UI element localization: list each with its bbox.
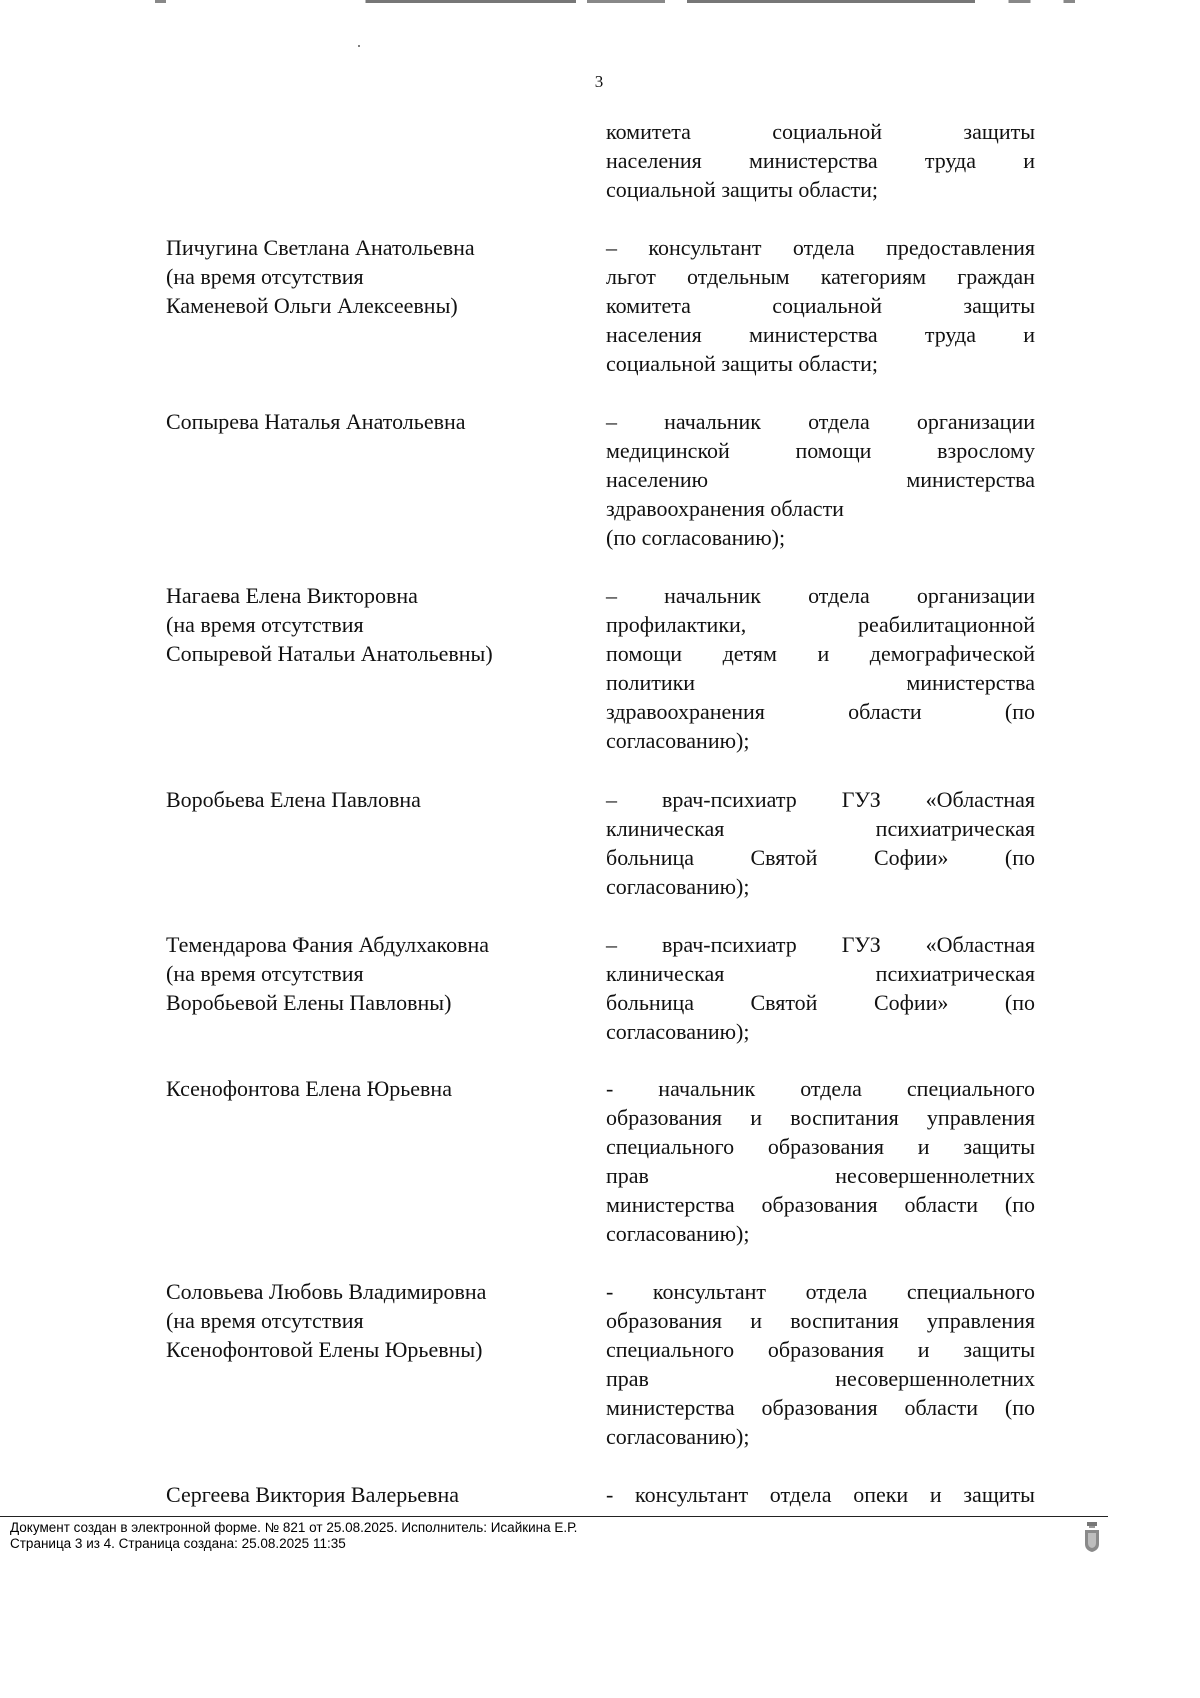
member-name-line: Ксенофонтова Елена Юрьевна [166,1076,452,1101]
member-name-line: (на время отсутствия [166,961,364,986]
member-position-line: социальной защиты области; [606,351,879,376]
member-name [166,1480,556,1509]
member-name-line: Темендарова Фания Абдулхаковна [166,932,490,957]
member-position-line: профилактики, реабилитационной [606,612,1035,637]
member-position-line: льгот отдельным категориям граждан [606,264,1035,289]
member-position [606,581,1035,755]
member-name-line: (на время отсутствия [166,612,364,637]
footer-divider [0,1516,1108,1517]
member-position-line: прав несовершеннолетних [606,1366,1035,1391]
member-position-line: согласованию); [606,1019,750,1044]
member-position [606,785,1035,901]
footer-line-1: Документ создан в электронной форме. № 821 от 25.08.2025. Исполнитель: Исайкина Е.Р. [10,1520,578,1535]
member-position-line: - консультант отдела специального [606,1279,1035,1304]
member-position [606,1277,1035,1451]
member-name-line: Пичугина Светлана Анатольевна [166,235,475,260]
member-name-line: Соловьева Любовь Владимировна [166,1279,487,1304]
member-position-line: политики министерства [606,670,1035,695]
member-name-line: Ксенофонтовой Елены Юрьевны) [166,1337,483,1362]
member-position-line: клиническая психиатрическая [606,816,1035,841]
member-position-line: населению министерства [606,467,1035,492]
member-position [606,930,1035,1046]
member-position-line: прав несовершеннолетних [606,1163,1035,1188]
member-position-line: (по согласованию); [606,525,786,550]
member-name [166,581,556,668]
member-name-line: Воробьева Елена Павловна [166,787,421,812]
member-position-line: - начальник отдела специального [606,1076,1035,1101]
member-name-line: Сопыревой Натальи Анатольевны) [166,641,493,666]
member-position-line: комитета социальной защиты [606,293,1035,318]
member-name [166,785,556,814]
scan-edge-artifact [0,0,1108,3]
member-position [606,407,1035,552]
member-position-line: здравоохранения области (по [606,699,1035,724]
footer-line-2: Страница 3 из 4. Страница создана: 25.08.2025 11:35 [10,1536,346,1551]
member-name-line: Нагаева Елена Викторовна [166,583,418,608]
member-position-line: образования и воспитания управления [606,1105,1035,1130]
coat-of-arms-icon [1084,1522,1100,1552]
member-position-line: социальной защиты области; [606,177,879,202]
member-position-line: – начальник отдела организации [606,583,1035,608]
member-position-line: – врач-психиатр ГУЗ «Областная [606,932,1035,957]
member-position-line: согласованию); [606,1221,750,1246]
page-number [0,72,1200,92]
member-position-line: населения министерства труда и [606,148,1035,173]
member-name [166,1074,556,1103]
member-name [166,233,556,320]
member-position-line: согласованию); [606,1424,750,1449]
member-position-line: специального образования и защиты [606,1337,1035,1362]
member-position-line: - консультант отдела опеки и защиты [606,1482,1035,1507]
member-name [166,407,556,436]
member-name [166,930,556,1017]
member-position-line: согласованию); [606,874,750,899]
member-position-line: медицинской помощи взрослому [606,438,1035,463]
member-position-line: специального образования и защиты [606,1134,1035,1159]
member-position-line: больница Святой Софии» (по [606,990,1035,1015]
member-name-line: Сергеева Виктория Валерьевна [166,1482,459,1507]
member-position-line: населения министерства труда и [606,322,1035,347]
member-position-line: комитета социальной защиты [606,119,1035,144]
member-name-line: Каменевой Ольги Алексеевны) [166,293,458,318]
member-position [606,117,1035,204]
member-position-line: клиническая психиатрическая [606,961,1035,986]
member-name [166,1277,556,1364]
member-position-line: согласованию); [606,728,750,753]
member-position-line: здравоохранения области [606,496,844,521]
member-name-line: (на время отсутствия [166,264,364,289]
member-name-line: Сопырева Наталья Анатольевна [166,409,466,434]
member-position-line: образования и воспитания управления [606,1308,1035,1333]
member-position-line: министерства образования области (по [606,1192,1035,1217]
page-number-text: 3 [594,72,604,91]
member-name-line: Воробьевой Елены Павловны) [166,990,452,1015]
member-position-line: помощи детям и демографической [606,641,1035,666]
footer [10,1520,577,1552]
member-position-line: больница Святой Софии» (по [606,845,1035,870]
member-position [606,1074,1035,1248]
member-position-line: министерства образования области (по [606,1395,1035,1420]
member-position-line: – консультант отдела предоставления [606,235,1035,260]
scan-speck [358,45,360,47]
member-position [606,233,1035,378]
member-name-line: (на время отсутствия [166,1308,364,1333]
member-position [606,1480,1035,1509]
member-position-line: – начальник отдела организации [606,409,1035,434]
member-position-line: – врач-психиатр ГУЗ «Областная [606,787,1035,812]
